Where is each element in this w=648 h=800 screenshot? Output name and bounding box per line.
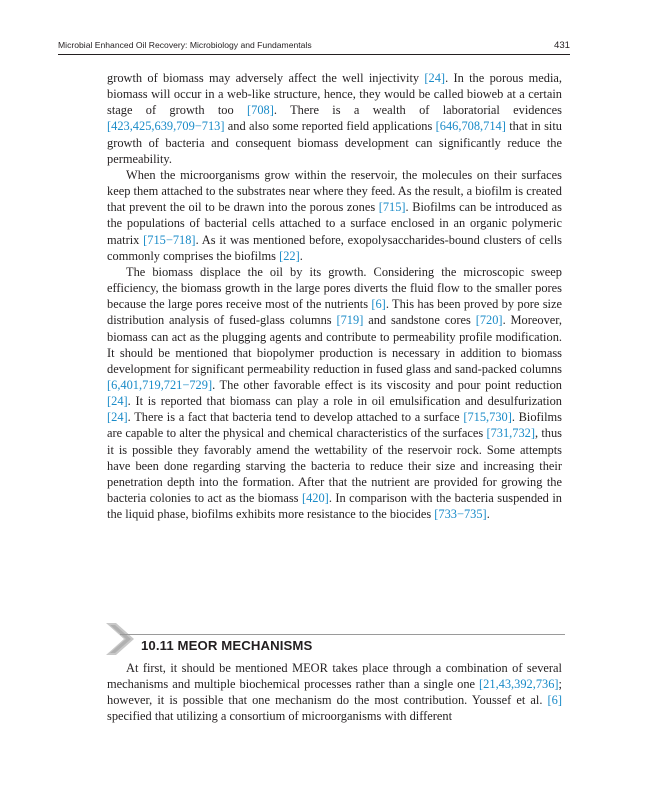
text-run: . In comparison with the bacteria suspended in the liquid phase, biofilms exhibits more resistance to the biocides (107, 491, 562, 522)
citation-link[interactable]: [24] (424, 71, 446, 85)
paragraph (107, 264, 562, 523)
citation-link[interactable]: [21,43,392,736] (479, 677, 559, 692)
text-run: that in situ growth of bacteria and consequent biomass development can significantly reduce the permeability. (107, 119, 562, 166)
text-run: . Biofilms can be introduced as the populations of bacterial cells attached to a surface enclosed in an organic polymeric matrix (107, 200, 562, 247)
citation-link[interactable]: [646,708,714] (435, 119, 506, 134)
citation-link[interactable]: [720] (475, 313, 503, 328)
text-run: and sandstone cores (363, 313, 476, 328)
text-run: . This has been proved by pore size distribution analysis of fused-glass columns (107, 297, 562, 328)
paragraph (107, 167, 562, 264)
body-text (107, 70, 562, 522)
citation-link[interactable]: [6,401,719,721−729] (107, 377, 213, 392)
text-run: . In the porous media, biomass will occur in a web-like structure, hence, they would be called bioweb at a certain stage of growth too (107, 71, 562, 118)
text-run: and also some reported field applications (224, 119, 436, 134)
running-title: Microbial Enhanced Oil Recovery: Microbiology and Fundamentals (58, 40, 312, 50)
text-run: . As it was mentioned before, exopolysaccharides-bound clusters of cells commonly comprises the biofilms (107, 232, 562, 263)
text-run: The biomass displace the oil by its growth. Considering the microscopic sweep efficiency, the biomass growth in the large pores diverts the fluid flow to the smaller pores because the large pores receive most of the nutrients (107, 264, 562, 312)
citation-link[interactable]: [420] (301, 491, 329, 506)
citation-link[interactable]: [423,425,639,709−713] (107, 119, 225, 134)
text-run: , thus it is possible they favorably amend the wettability of the reservoir rock. Some attempts have been done regarding starving the bacteria to reduce their size and increasing their penetration depth into the formation. After that the nutrient are provided for growing the bacteria colonies to act as the biomass (107, 426, 562, 506)
paragraph (107, 660, 562, 725)
citation-link[interactable]: [24] (107, 410, 128, 425)
text-run: . (486, 507, 490, 522)
citation-link[interactable]: [6] (547, 693, 562, 708)
citation-link[interactable]: [715] (378, 200, 406, 215)
citation-link[interactable]: [731,732] (486, 426, 535, 441)
text-run: . Moreover, biomass can act as the plugging agents and contribute to permeability profile modification. It should be mentioned that biopolymer production is necessary in addition to biomass development for significant permeability reduction in fused glass and sand-packed columns (107, 313, 562, 376)
citation-link[interactable]: [22] (279, 248, 300, 263)
citation-link[interactable]: [6] (371, 297, 386, 312)
section-chevron-icon (106, 623, 134, 655)
text-run: . There is a fact that bacteria tend to develop attached to a surface (127, 410, 464, 425)
citation-link[interactable]: [715−718] (143, 232, 196, 247)
text-run: specified that utilizing a consortium of microorganisms with different (107, 709, 453, 724)
running-header (58, 40, 570, 51)
page-number: 431 (553, 40, 570, 51)
text-run: ; however, it is possible that one mechanism do the most contribution. Youssef et al. (107, 677, 562, 708)
text-run: . The other favorable effect is its viscosity and pour point reduction (212, 377, 562, 392)
text-run: . There is a wealth of laboratorial evidences (273, 103, 563, 118)
text-run: When the microorganisms grow within the reservoir, the molecules on their surfaces keep them attached to the substrates near where they feed. As the result, a biofilm is created that prevent the oil to be drawn into the porous zones (107, 167, 562, 215)
text-run: At first, it should be mentioned MEOR takes place through a combination of several mechanisms and multiple biochemical processes rather than a single one (107, 661, 562, 692)
citation-link[interactable]: [719] (336, 313, 364, 328)
section-rule (120, 634, 565, 635)
text-run: growth of biomass may adversely affect the well injectivity (107, 71, 425, 85)
citation-link[interactable]: [733−735] (434, 507, 487, 522)
section-heading: 10.11 MEOR MECHANISMS (141, 638, 313, 653)
citation-link[interactable]: [715,730] (463, 410, 512, 425)
paragraph (107, 70, 562, 167)
text-run: . It is reported that biomass can play a role in oil emulsification and desulfurization (127, 394, 562, 409)
section-body (107, 660, 562, 725)
text-run: . Biofilms are capable to alter the physical and chemical characteristics of the surfaces (107, 410, 562, 441)
citation-link[interactable]: [708] (247, 103, 274, 118)
text-run: . (299, 248, 303, 263)
citation-link[interactable]: [24] (107, 394, 128, 409)
header-rule (58, 54, 570, 55)
